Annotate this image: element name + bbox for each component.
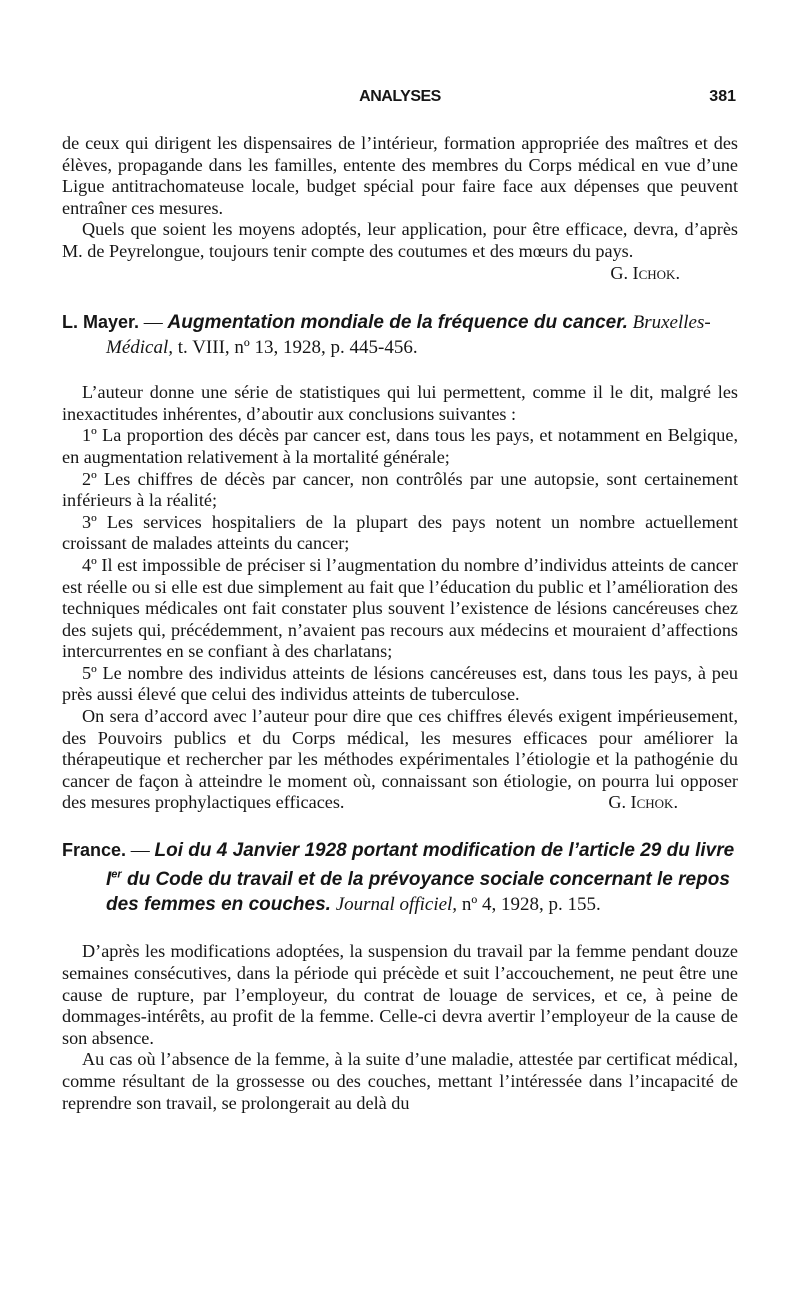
entry-dash: — — [126, 840, 155, 862]
entry-reference: nº 4, 1928, p. 155. — [457, 894, 601, 916]
paragraph-text: Quels que soient les moyens adoptés, leur application, pour être efficace, devra, d’après M. de Peyrelongue, toujours tenir compte des coutumes et des mœurs du pays. — [62, 219, 738, 261]
paragraph: de ceux qui dirigent les dispensaires de l’intérieur, formation appropriée des maîtres et des élèves, propagande dans les familles, entente des membres du Corps médical en vue d’une Ligue antitrachomateuse locale, budget spécial pour faire face aux dépenses que peuvent entraîner ces mesures. — [62, 133, 738, 218]
entry-title-part: Loi du 4 Janvier 1928 portant modification de l’article 29 du livre I — [106, 840, 735, 891]
list-item: 3º Les services hospitaliers de la plupart des pays notent un nombre actuellement croissant de malades atteints du cancer; — [62, 511, 738, 554]
signature: G. Ichok. — [608, 792, 678, 813]
entry-title-part: du Code du travail et de la prévoyance sociale concernant le repos des femmes en couches. — [106, 869, 730, 916]
entry-author: L. Mayer. — [62, 312, 140, 333]
list-item: 2º Les chiffres de décès par cancer, non contrôlés par une autopsie, sont certainement inférieurs à la réalité; — [62, 468, 738, 511]
entry-reference: t. VIII, nº 13, 1928, p. 445-456. — [173, 337, 418, 359]
paragraph-text: On sera d’accord avec l’auteur pour dire que ces chiffres élevés exigent impérieusement, des Pouvoirs publics et du Corps médical, les mesures efficaces pour améliorer la thérapeutique et rechercher par les méthodes expérimentales l’étiologie et la pathogénie du cancer de façon à atteindre le moment où, connaissant son étiologie, on pourra lui opposer des mesures prophylactiques efficaces. — [62, 706, 738, 813]
entry-author: France. — [62, 840, 127, 861]
page-header — [62, 88, 738, 112]
paragraph — [62, 219, 738, 283]
entry-heading — [62, 310, 738, 360]
body-text — [62, 133, 738, 1114]
paragraph: L’auteur donne une série de statistiques qui lui permettent, comme il le dit, malgré les inexactitudes inhérentes, d’aboutir aux conclusions suivantes : — [62, 382, 738, 424]
entry-title-superscript: er — [111, 869, 122, 882]
list-item: 1º La proportion des décès par cancer est, dans tous les pays, et notamment en Belgique, en augmentation relativement à la mortalité générale; — [62, 425, 738, 467]
paragraph — [62, 706, 738, 814]
entry-journal: Bruxelles-Médical, — [106, 312, 711, 359]
signature: G. Ichok. — [610, 262, 680, 283]
entry-title: Augmentation mondiale de la fréquence du cancer. — [167, 312, 628, 334]
paragraph: D’après les modifications adoptées, la suspension du travail par la femme pendant douze semaines consécutives, dans la période qui précède et suit l’accouchement, ne peut être une cause de rupture, par l’employeur, du contrat de louage de services, et ce, à peine de dommages-intérêts, au profit de la femme. Celle-ci devra avertir l’employeur de la cause de son absence. — [62, 941, 738, 1048]
running-title: ANALYSES — [359, 88, 441, 105]
list-item: 4º Il est impossible de préciser si l’augmentation du nombre d’individus atteints de cancer est réelle ou si elle est due simplement au fait que l’éducation du public et l’amélioration des techniques médicales ont fait constater plus souvent l’existence de lésions cancéreuses chez des sujets qui, précédemment, n’avaient pas recours aux médecins et mouraient d’affections intercurrentes en se confiant à des charlatans; — [62, 554, 738, 662]
page-number: 381 — [709, 88, 736, 105]
entry-heading — [62, 838, 738, 917]
entry-dash: — — [139, 312, 168, 334]
list-item: 5º Le nombre des individus atteints de lésions cancéreuses est, dans tous les pays, à peu près aussi élevé que celui des individus atteints de tuberculose. — [62, 662, 738, 705]
entry-journal: Journal officiel, — [335, 894, 458, 916]
paragraph: Au cas où l’absence de la femme, à la suite d’une maladie, attestée par certificat médical, comme résultant de la grossesse ou des couches, mettant l’intéressée dans l’incapacité de reprendre son travail, se prolongerait au delà du — [62, 1049, 738, 1113]
